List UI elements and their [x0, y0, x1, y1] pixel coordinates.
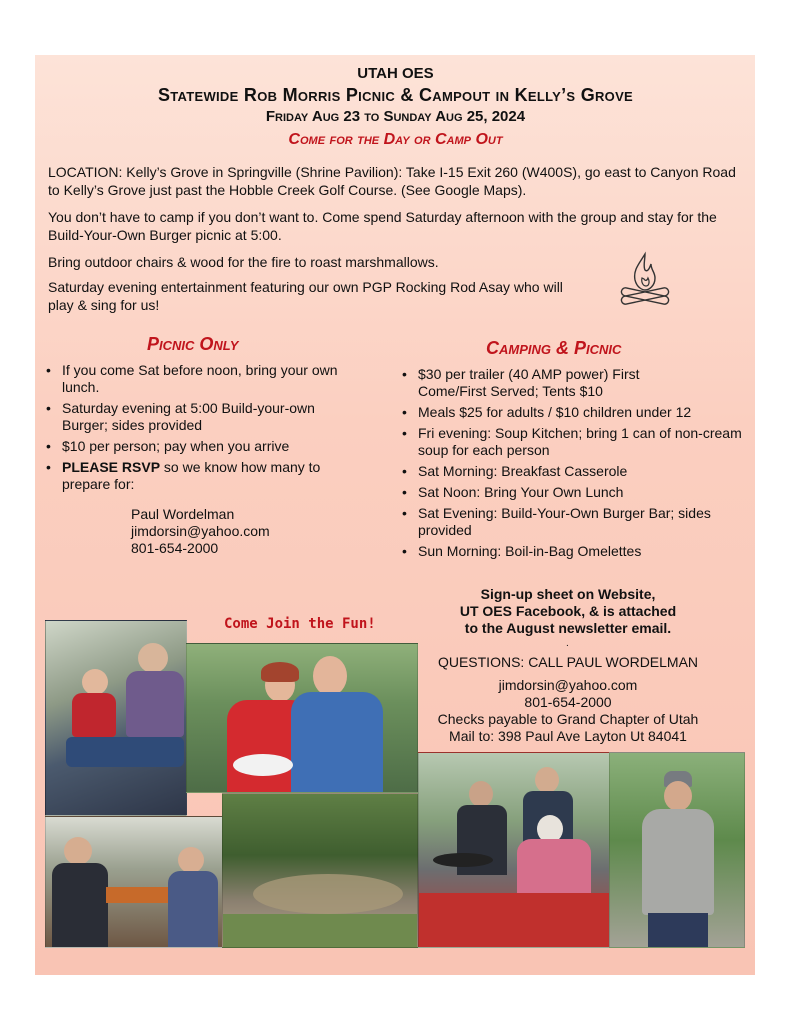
questions-title: QUESTIONS: CALL PAUL WORDELMAN: [437, 654, 699, 670]
contact-email: jimdorsin@yahoo.com: [131, 523, 270, 539]
picnic-contact: [131, 506, 270, 557]
list-item: • $30 per trailer (40 AMP power) First Come/First Served; Tents $10: [402, 366, 688, 400]
photo-picnic-table: [45, 816, 223, 948]
list-item: • Sat Morning: Breakfast Casserole: [402, 463, 742, 480]
no-camp-text: You don’t have to camp if you don’t want to. Come spend Saturday afternoon with the group and stay for the Build-Your-Own Burger picnic at 5:00.: [48, 209, 717, 243]
list-item: • Sat Evening: Build-Your-Own Burger Bar; sides provided: [402, 505, 742, 539]
location-text: LOCATION: Kelly’s Grove in Springville (Shrine Pavilion): Take I-15 Exit 260 (W400S), go east to Canyon Road to Kelly’s Grove just past the Hobble Creek Golf Course. (See Google Maps).: [48, 164, 736, 198]
signup-line: UT OES Facebook, & is attached: [459, 603, 677, 619]
contact-name: Paul Wordelman: [131, 506, 235, 522]
list-item: • If you come Sat before noon, bring your own lunch.: [46, 362, 346, 396]
org-name: UTAH OES: [357, 65, 434, 82]
signup-line: to the August newsletter email.: [464, 620, 672, 636]
list-item: • Meals $25 for adults / $10 children under 12: [402, 404, 742, 421]
checks-payable: Checks payable to Grand Chapter of Utah: [437, 711, 699, 727]
separator-dot: .: [566, 638, 569, 649]
bring-text: Bring outdoor chairs & wood for the fire to roast marshmallows.: [48, 254, 439, 270]
come-join-text: Come Join the Fun!: [224, 616, 376, 632]
rsvp-bold: PLEASE RSVP: [62, 459, 161, 475]
signup-text: [418, 586, 718, 637]
signup-line: Sign-up sheet on Website,: [480, 586, 656, 602]
event-title: Statewide Rob Morris Picnic & Campout in Kelly’s Grove: [157, 85, 634, 105]
questions-phone: 801-654-2000: [524, 694, 612, 710]
event-dates: Friday Aug 23 to Sunday Aug 25, 2024: [265, 108, 526, 125]
photo-cooking-station: [418, 752, 610, 948]
list-item: [46, 459, 346, 493]
questions-email: jimdorsin@yahoo.com: [498, 677, 638, 693]
questions-contact: [418, 677, 718, 745]
list-item: • Sun Morning: Boil-in-Bag Omelettes: [402, 543, 742, 560]
camping-list: [402, 366, 742, 564]
picnic-heading: Picnic Only: [147, 334, 239, 354]
mail-address: Mail to: 398 Paul Ave Layton Ut 84041: [449, 728, 687, 744]
entertainment-text: Saturday evening entertainment featuring our own PGP Rocking Rod Asay who will play & sing for us!: [48, 279, 563, 313]
photo-man-standing: [609, 752, 745, 948]
photo-couple-portrait: [186, 643, 418, 793]
contact-phone: 801-654-2000: [131, 540, 219, 556]
list-item: • $10 per person; pay when you arrive: [46, 438, 346, 455]
camping-heading: Camping & Picnic: [486, 338, 622, 358]
rsvp-rest: so we know how many to prepare for:: [62, 459, 321, 492]
photo-creek: [222, 793, 418, 948]
list-item: • Saturday evening at 5:00 Build-your-own Burger; sides provided: [46, 400, 332, 434]
list-item: • Fri evening: Soup Kitchen; bring 1 can of non-cream soup for each person: [402, 425, 742, 459]
event-tagline: Come for the Day or Camp Out: [288, 131, 503, 148]
list-item: • Sat Noon: Bring Your Own Lunch: [402, 484, 742, 501]
picnic-list: [46, 362, 346, 497]
photo-couple-sitting: [45, 620, 187, 816]
campfire-icon: [615, 248, 675, 312]
